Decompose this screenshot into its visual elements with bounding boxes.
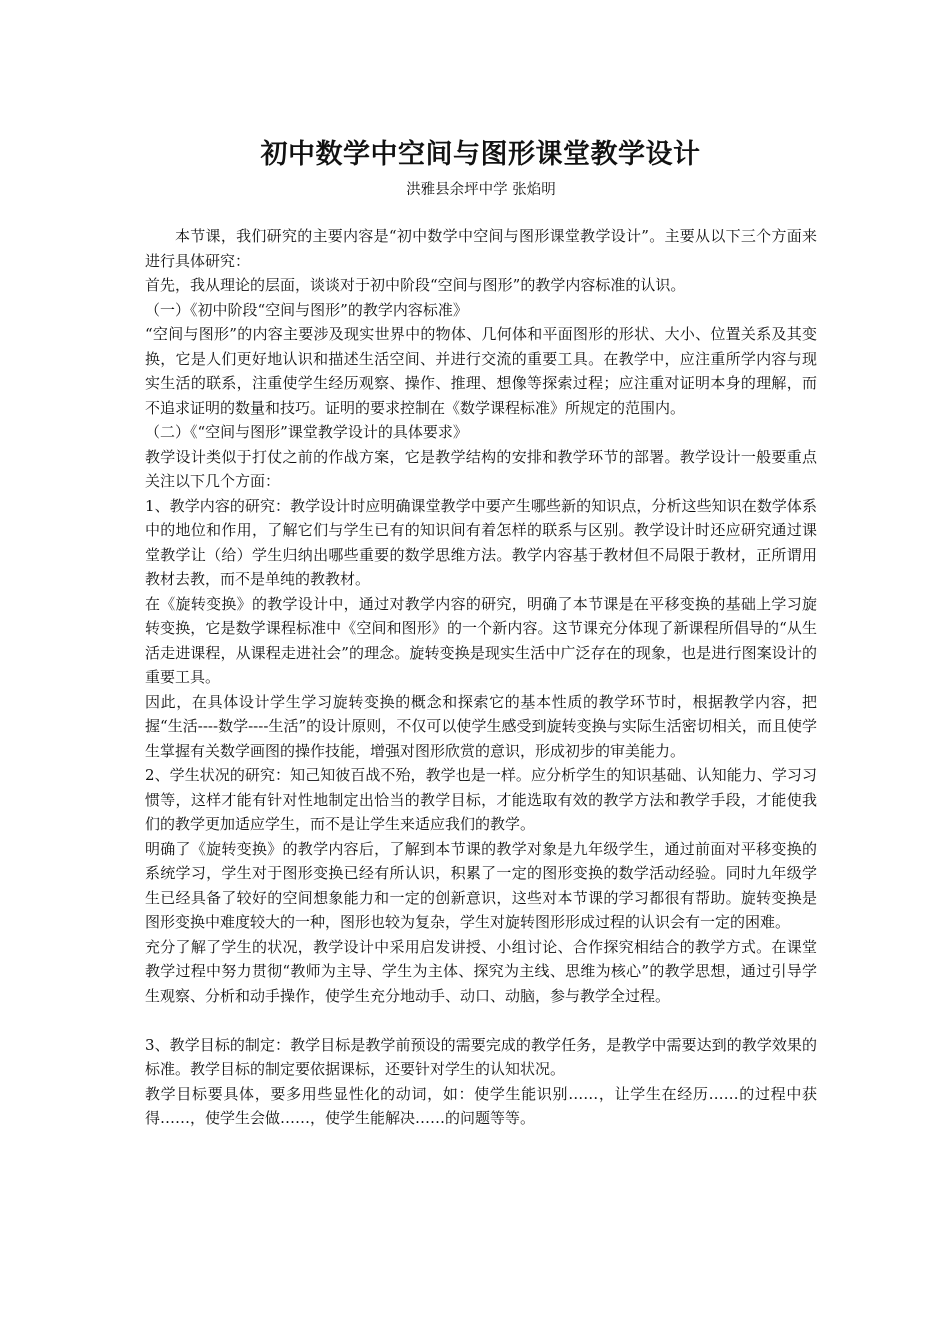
section-heading-1: （一）《初中阶段“空间与图形”的教学内容标准》 <box>145 300 468 319</box>
paragraph-intro: 本节课，我们研究的主要内容是“初中数学中空间与图形课堂教学设计”。主要从以下三个方面来进行具体研究： <box>145 227 817 270</box>
document-author: 洪雅县余坪中学 张焰明 <box>406 182 556 198</box>
document-body <box>145 224 817 1131</box>
document-title: 初中数学中空间与图形课堂教学设计 <box>260 139 701 170</box>
paragraph-teaching-method: 充分了解了学生的状况，教学设计中采用启发讲授、小组讨论、合作探究相结合的教学方式。在课堂教学过程中努力贯彻“教师为主导、学生为主体、探究为主线、思维为核心”的教学思想，通过引导学生观察、分析和动手操作，使学生充分地动手、动口、动脑，参与教学全过程。 <box>145 937 817 1005</box>
paragraph-design-overview: 教学设计类似于打仗之前的作战方案，它是教学结构的安排和教学环节的部署。教学设计一般要重点关注以下几个方面： <box>145 447 817 490</box>
paragraph-content-standard: “空间与图形”的内容主要涉及现实世界中的物体、几何体和平面图形的形状、大小、位置关系及其变换，它是人们更好地认识和描述生活空间、并进行交流的重要工具。在教学中，应注重所学内容与现实生活的联系，注重使学生经历观察、操作、推理、想像等探索过程；应注重对证明本身的理解，而不追求证明的数量和技巧。证明的要求控制在《数学课程标准》所规定的范围内。 <box>145 325 817 417</box>
paragraph-teaching-goals: 3、教学目标的制定：教学目标是教学前预设的需要完成的教学任务，是教学中需要达到的教学效果的标准。教学目标的制定要依据课标，还要针对学生的认知状况。 <box>145 1035 817 1078</box>
paragraph-student-research: 2、学生状况的研究：知己知彼百战不殆，教学也是一样。应分析学生的知识基础、认知能力、学习习惯等，这样才能有针对性地制定出恰当的教学目标，才能选取有效的教学方法和教学手段，才能使我们的教学更加适应学生，而不是让学生来适应我们的教学。 <box>145 766 817 833</box>
paragraph-content-research: 1、教学内容的研究：教学设计时应明确课堂教学中要产生哪些新的知识点，分析这些知识在数学体系中的地位和作用，了解它们与学生已有的知识间有着怎样的联系与区别。教学设计时还应研究通过课堂教学让（给）学生归纳出哪些重要的数学思维方法。教学内容基于教材但不局限于教材，正所谓用教材去教，而不是单纯的教教材。 <box>145 496 817 588</box>
paragraph-first: 首先，我从理论的层面，谈谈对于初中阶段“空间与图形”的教学内容标准的认识。 <box>145 276 686 294</box>
section-heading-2: （二）《“空间与图形”课堂教学设计的具体要求》 <box>145 423 468 441</box>
paragraph-rotation-design: 因此，在具体设计学生学习旋转变换的概念和探索它的基本性质的教学环节时，根据教学内容，把握“生活----数学----生活”的设计原则，不仅可以使学生感受到旋转变换与实际生活密切相关，而且使学生掌握有关数学画图的操作技能，增强对图形欣赏的意识，形成初步的审美能力。 <box>145 692 817 760</box>
paragraph-rotation-students: 明确了《旋转变换》的教学内容后，了解到本节课的教学对象是九年级学生，通过前面对平移变换的系统学习，学生对于图形变换已经有所认识，积累了一定的图形变换的数学活动经验。同时九年级学生已经具备了较好的空间想象能力和一定的创新意识，这些对本节课的学习都很有帮助。旋转变换是图形变换中难度较大的一种，图形也较为复杂，学生对旋转图形形成过程的认识会有一定的困难。 <box>145 839 817 931</box>
paragraph-rotation-content: 在《旋转变换》的教学设计中，通过对教学内容的研究，明确了本节课是在平移变换的基础上学习旋转变换，它是数学课程标准中《空间和图形》的一个新内容。这节课充分体现了新课程所倡导的“从生活走进课程，从课程走进社会”的理念。旋转变换是现实生活中广泛存在的现象，也是进行图案设计的重要工具。 <box>145 594 817 686</box>
paragraph-goal-specifics: 教学目标要具体，要多用些显性化的动词，如：使学生能识别……，让学生在经历……的过程中获得……，使学生会做……，使学生能解决……的问题等等。 <box>145 1084 817 1127</box>
